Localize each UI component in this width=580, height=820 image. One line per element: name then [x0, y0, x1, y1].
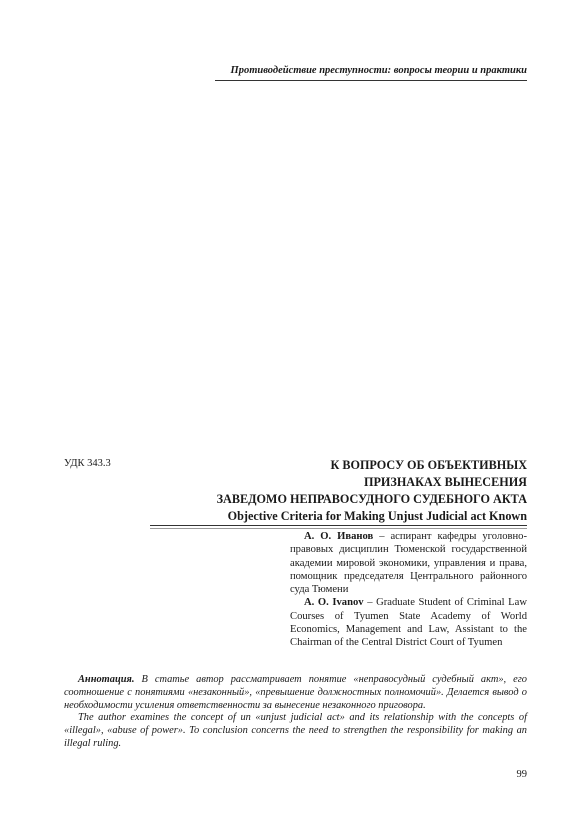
title-line: ПРИЗНАКАХ ВЫНЕСЕНИЯ — [363, 475, 527, 489]
title-rule — [150, 525, 527, 526]
author-description-ru: – аспирант кафедры уголовно-правовых дисциплин Тюменской государственной академии мировой экономики, управления и права, помощник председателя Центрального районного суда Тюмени — [290, 531, 527, 596]
author-name-en: A. O. Ivanov — [304, 597, 364, 609]
header-rule — [215, 80, 527, 81]
abstract-en: The author examines the concept of un «unjust judicial act» and its relationship with the concepts of «illegal», «abuse of power». To conclusion concerns the need to strengthen the responsibility for making an illegal ruling. — [64, 712, 527, 749]
title-rule-thin — [150, 528, 527, 529]
title-line: К ВОПРОСУ ОБ ОБЪЕКТИВНЫХ — [330, 458, 527, 472]
udk-code: УДК 343.3 — [64, 458, 111, 469]
author-name-ru: А. О. Иванов — [304, 531, 374, 542]
abstract-ru — [64, 674, 527, 712]
author-info-ru — [290, 530, 527, 596]
abstract-text-ru: В статье автор рассматривает понятие «неправосудный судебный акт», его соотношение с понятиями «незаконный», «превышение должностных полномочий». Делается вывод о необходимости усиления ответственности за вынесение незаконного приговора. — [64, 674, 527, 711]
abstract-label: Аннотация. — [78, 674, 135, 685]
author-info-en — [290, 596, 527, 649]
article-title-ru — [150, 457, 527, 508]
title-line: ЗАВЕДОМО НЕПРАВОСУДНОГО СУДЕБНОГО АКТА — [216, 492, 527, 506]
running-head: Противодействие преступности: вопросы теории и практики — [230, 65, 527, 76]
abstract — [64, 674, 527, 751]
article-title-en: Objective Criteria for Making Unjust Judicial act Known — [227, 509, 527, 523]
author-description-en: – Graduate Student of Criminal Law Courses of Tyumen State Academy of World Economics, Management and Law, Assistant to the Chairman of the Central District Court of Tyumen — [290, 597, 527, 649]
author-block — [290, 530, 527, 650]
page-number: 99 — [516, 769, 527, 780]
